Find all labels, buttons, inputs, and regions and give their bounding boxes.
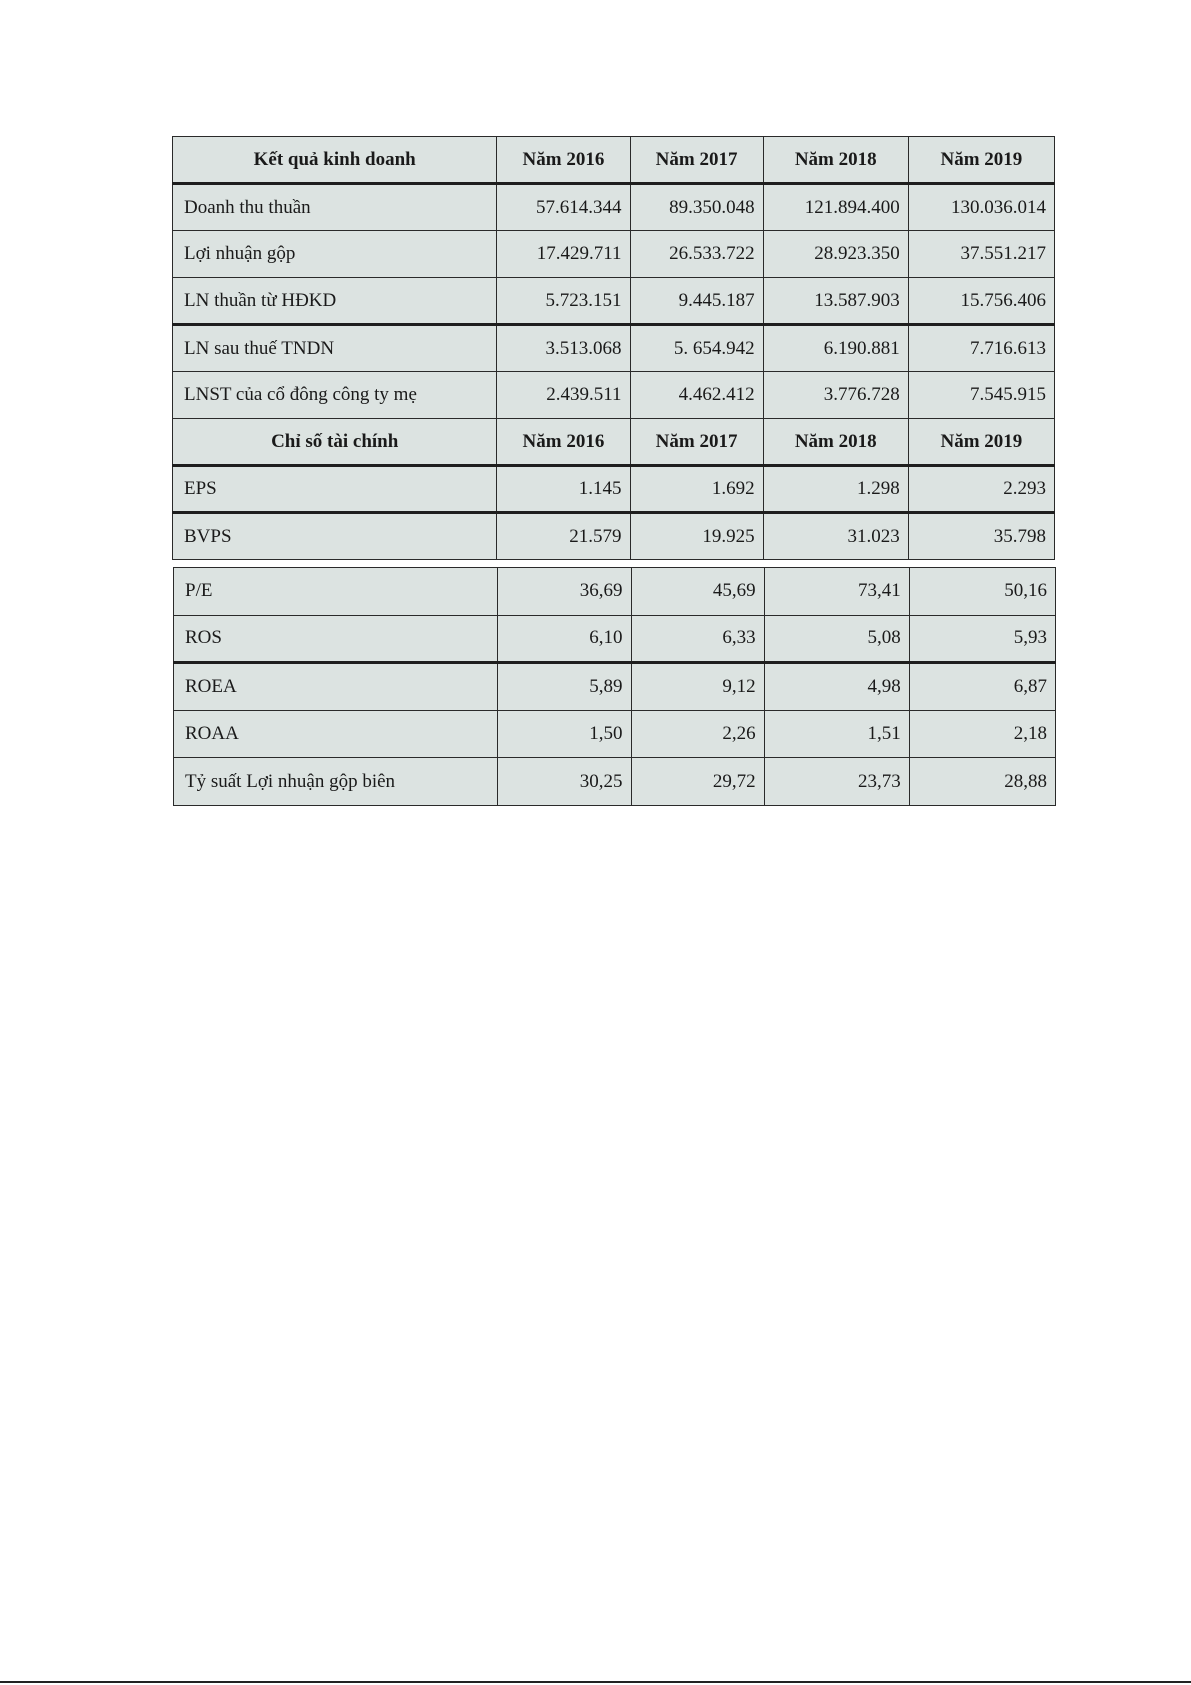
row-label: EPS — [173, 466, 497, 513]
header-cell: Năm 2018 — [763, 419, 908, 466]
value-cell: 31.023 — [763, 513, 908, 560]
header-cell: Năm 2019 — [908, 137, 1054, 184]
value-cell: 1.298 — [763, 466, 908, 513]
value-cell: 6,33 — [631, 615, 764, 663]
value-cell: 2,26 — [631, 710, 764, 758]
table-header-row — [173, 419, 1055, 466]
table-row — [174, 568, 1056, 616]
value-cell: 7.716.613 — [908, 325, 1054, 372]
page-bottom-divider — [0, 1681, 1191, 1683]
value-cell: 5,93 — [909, 615, 1055, 663]
table-row — [174, 615, 1056, 663]
value-cell: 7.545.915 — [908, 372, 1054, 419]
table-row — [174, 663, 1056, 711]
value-cell: 5. 654.942 — [630, 325, 763, 372]
value-cell: 4,98 — [764, 663, 909, 711]
table-row — [173, 278, 1055, 325]
header-cell: Năm 2019 — [908, 419, 1054, 466]
business-results-table — [172, 136, 1055, 560]
value-cell: 6,10 — [498, 615, 631, 663]
value-cell: 73,41 — [764, 568, 909, 616]
value-cell: 50,16 — [909, 568, 1055, 616]
value-cell: 57.614.344 — [497, 184, 630, 231]
row-label: LN thuần từ HĐKD — [173, 278, 497, 325]
value-cell: 89.350.048 — [630, 184, 763, 231]
value-cell: 1.692 — [630, 466, 763, 513]
value-cell: 35.798 — [908, 513, 1054, 560]
row-label: P/E — [174, 568, 498, 616]
value-cell: 9,12 — [631, 663, 764, 711]
value-cell: 2.293 — [908, 466, 1054, 513]
table-row — [173, 372, 1055, 419]
value-cell: 17.429.711 — [497, 231, 630, 278]
value-cell: 1,51 — [764, 710, 909, 758]
value-cell: 13.587.903 — [763, 278, 908, 325]
value-cell: 28,88 — [909, 758, 1055, 806]
row-label: LNST của cổ đông công ty mẹ — [173, 372, 497, 419]
value-cell: 6.190.881 — [763, 325, 908, 372]
value-cell: 36,69 — [498, 568, 631, 616]
value-cell: 29,72 — [631, 758, 764, 806]
value-cell: 2.439.511 — [497, 372, 630, 419]
row-label: BVPS — [173, 513, 497, 560]
value-cell: 5,89 — [498, 663, 631, 711]
value-cell: 37.551.217 — [908, 231, 1054, 278]
row-label: LN sau thuế TNDN — [173, 325, 497, 372]
header-cell: Năm 2016 — [497, 419, 630, 466]
table-row — [173, 231, 1055, 278]
row-label: ROEA — [174, 663, 498, 711]
header-cell: Năm 2016 — [497, 137, 630, 184]
value-cell: 23,73 — [764, 758, 909, 806]
value-cell: 121.894.400 — [763, 184, 908, 231]
row-label: ROAA — [174, 710, 498, 758]
value-cell: 30,25 — [498, 758, 631, 806]
value-cell: 15.756.406 — [908, 278, 1054, 325]
table-row — [174, 710, 1056, 758]
value-cell: 26.533.722 — [630, 231, 763, 278]
header-cell: Năm 2017 — [630, 419, 763, 466]
table-row — [173, 184, 1055, 231]
table-row — [173, 513, 1055, 560]
row-label: Lợi nhuận gộp — [173, 231, 497, 278]
header-cell: Chỉ số tài chính — [173, 419, 497, 466]
value-cell: 45,69 — [631, 568, 764, 616]
table-row — [174, 758, 1056, 806]
header-cell: Năm 2017 — [630, 137, 763, 184]
value-cell: 28.923.350 — [763, 231, 908, 278]
value-cell: 21.579 — [497, 513, 630, 560]
value-cell: 2,18 — [909, 710, 1055, 758]
value-cell: 1.145 — [497, 466, 630, 513]
table-header-row — [173, 137, 1055, 184]
value-cell: 6,87 — [909, 663, 1055, 711]
row-label: Doanh thu thuần — [173, 184, 497, 231]
value-cell: 5,08 — [764, 615, 909, 663]
header-cell: Kết quả kinh doanh — [173, 137, 497, 184]
row-label: Tỷ suất Lợi nhuận gộp biên — [174, 758, 498, 806]
value-cell: 3.776.728 — [763, 372, 908, 419]
value-cell: 9.445.187 — [630, 278, 763, 325]
value-cell: 130.036.014 — [908, 184, 1054, 231]
ratio-table — [173, 567, 1056, 806]
value-cell: 4.462.412 — [630, 372, 763, 419]
table-row — [173, 466, 1055, 513]
value-cell: 19.925 — [630, 513, 763, 560]
table-row — [173, 325, 1055, 372]
value-cell: 5.723.151 — [497, 278, 630, 325]
value-cell: 1,50 — [498, 710, 631, 758]
header-cell: Năm 2018 — [763, 137, 908, 184]
row-label: ROS — [174, 615, 498, 663]
value-cell: 3.513.068 — [497, 325, 630, 372]
